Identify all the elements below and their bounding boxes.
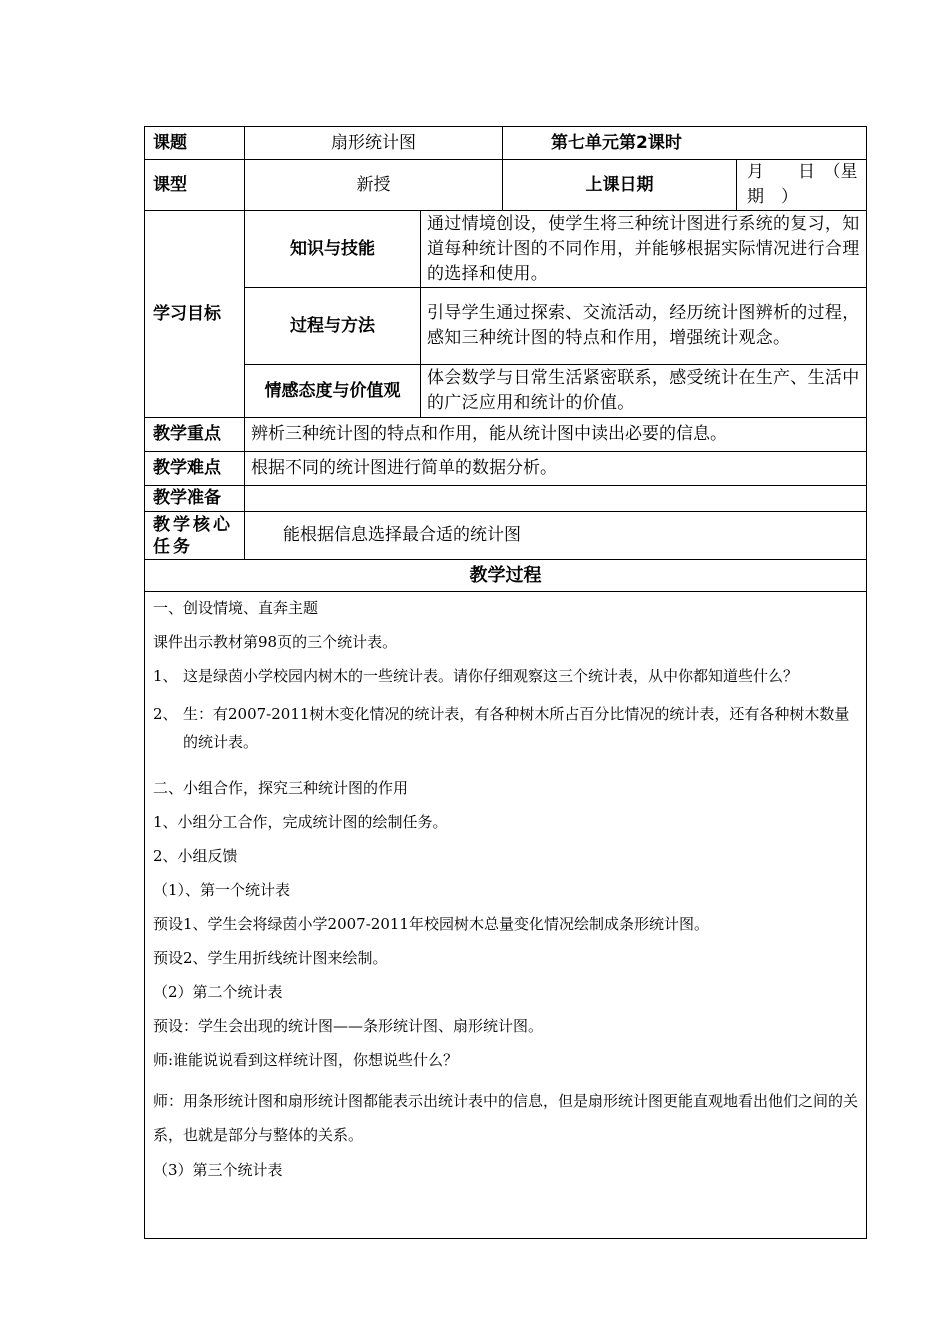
lesson-plan-table	[144, 126, 867, 1239]
goal-text-process: 引导学生通过探索、交流活动，经历统计图辨析的过程，感知三种统计图的特点和作用，增强统计观念。	[421, 288, 867, 365]
process-line: 课件出示教材第98页的三个统计表。	[153, 633, 398, 651]
process-line: 2、小组反馈	[153, 847, 238, 865]
row-difficulty	[145, 452, 867, 486]
unit-lesson: 第七单元第2课时	[503, 127, 867, 160]
row-key-point	[145, 418, 867, 452]
date-label: 上课日期	[503, 160, 737, 211]
goal-row-knowledge	[145, 211, 867, 288]
row-type	[145, 160, 867, 211]
process-line: 师:谁能说说看到这样统计图，你想说些什么？	[153, 1051, 459, 1069]
key-point-text: 辨析三种统计图的特点和作用，能从统计图中读出必要的信息。	[245, 418, 867, 452]
goals-label: 学习目标	[145, 211, 245, 418]
process-line: （2）第二个统计表	[153, 983, 283, 1001]
process-line: 二、小组合作，探究三种统计图的作用	[153, 779, 409, 797]
core-task-label: 教学核心任务	[145, 512, 245, 560]
process-body	[145, 592, 867, 1239]
key-point-label: 教学重点	[145, 418, 245, 452]
process-line: 生：有2007-2011树木变化情况的统计表，有各种树木所占百分比情况的统计表，还有各种树木数量的统计表。	[183, 705, 850, 751]
item-number: 2、	[153, 705, 178, 723]
topic-label: 课题	[145, 127, 245, 160]
goal-name-process: 过程与方法	[245, 288, 421, 365]
goal-row-attitude	[145, 365, 867, 418]
process-item-2	[153, 704, 858, 756]
process-line: （3）第三个统计表	[153, 1161, 283, 1179]
row-preparation	[145, 486, 867, 512]
process-line: 预设1、学生会将绿茵小学2007-2011年校园树木总量变化情况绘制成条形统计图。	[153, 915, 709, 933]
date-value: 月 日 （星期 ）	[737, 160, 867, 211]
process-line: 预设2、学生用折线统计图来绘制。	[153, 949, 388, 967]
type-value: 新授	[245, 160, 503, 211]
row-process-title	[145, 560, 867, 592]
item-number: 1、	[153, 667, 178, 685]
preparation-label: 教学准备	[145, 486, 245, 512]
process-line: 预设：学生会出现的统计图——条形统计图、扇形统计图。	[153, 1017, 544, 1035]
goal-text-knowledge: 通过情境创设，使学生将三种统计图进行系统的复习，知道每种统计图的不同作用，并能够根据实际情况进行合理的选择和使用。	[421, 211, 867, 288]
goal-row-process	[145, 288, 867, 365]
topic-value: 扇形统计图	[245, 127, 503, 160]
goal-text-attitude: 体会数学与日常生活紧密联系，感受统计在生产、生活中的广泛应用和统计的价值。	[421, 365, 867, 418]
process-line: 师：用条形统计图和扇形统计图都能表示出统计表中的信息，但是扇形统计图更能直观地看出他们之间的关系，也就是部分与整体的关系。	[153, 1092, 859, 1144]
row-core-task	[145, 512, 867, 560]
process-line: 一、创设情境、直奔主题	[153, 599, 319, 617]
difficulty-label: 教学难点	[145, 452, 245, 486]
process-line: 这是绿茵小学校园内树木的一些统计表。请你仔细观察这三个统计表，从中你都知道些什么？	[183, 667, 799, 685]
difficulty-text: 根据不同的统计图进行简单的数据分析。	[245, 452, 867, 486]
type-label: 课型	[145, 160, 245, 211]
process-line: （1）、第一个统计表	[153, 881, 291, 899]
row-process-body	[145, 592, 867, 1239]
process-title: 教学过程	[145, 560, 867, 592]
process-line: 1、小组分工合作，完成统计图的绘制任务。	[153, 813, 448, 831]
process-item-1	[153, 666, 858, 690]
goal-name-knowledge: 知识与技能	[245, 211, 421, 288]
row-topic	[145, 127, 867, 160]
core-task-text: 能根据信息选择最合适的统计图	[245, 512, 867, 560]
preparation-text	[245, 486, 867, 512]
goal-name-attitude: 情感态度与价值观	[245, 365, 421, 418]
